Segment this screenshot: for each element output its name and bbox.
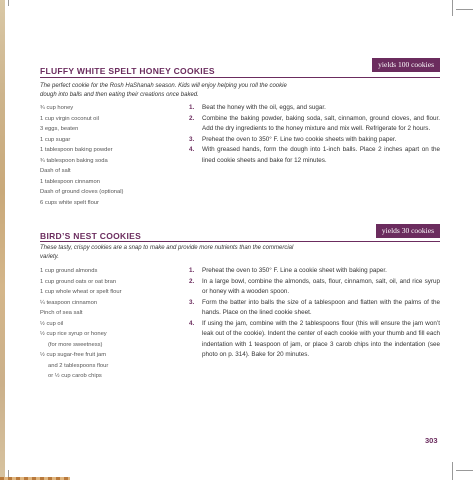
step-text: Preheat the oven to 350° F. Line a cookie sheet with baking paper.	[202, 267, 387, 274]
step-item	[189, 145, 440, 166]
step-number: 3.	[189, 135, 195, 143]
step-item	[189, 266, 440, 277]
yield-badge: yields 100 cookies	[372, 58, 440, 72]
title-rule	[40, 241, 440, 242]
ingredient-item: 1 cup ground almonds	[40, 268, 98, 274]
step-number: 3.	[189, 298, 195, 306]
ingredient-item: 1 cup ground oats or oat bran	[40, 278, 117, 285]
title-rule	[40, 77, 440, 78]
ingredient-item: and 2 tablespoons flour	[48, 362, 109, 369]
page-edge-photo-strip	[0, 0, 5, 480]
crop-mark-top-right	[452, 0, 453, 16]
recipe-fluffy-white-spelt-honey-cookies	[40, 58, 440, 218]
ingredient-item: Dash of salt	[40, 168, 71, 174]
step-text: Form the batter into balls the size of a tablespoon and flatten with the palms of the hands. Place on the lined cookie sheet.	[202, 298, 440, 316]
ingredient-list	[40, 266, 180, 382]
ingredient-item: Pinch of sea salt	[40, 310, 83, 316]
step-text: In a large bowl, combine the almonds, oats, flour, cinnamon, salt, oil, and rice syrup or honey with a wooden spoon.	[202, 277, 440, 295]
recipe-intro: The perfect cookie for the Rosh HaShanah season. Kids will enjoy helping you roll the cookie dough into balls and then eating their creations once baked.	[40, 83, 287, 98]
ingredient-item: 1 cup whole wheat or spelt flour	[40, 289, 122, 295]
ingredient-item: (for more sweetness)	[48, 341, 103, 348]
recipe-birds-nest-cookies	[40, 224, 440, 394]
ingredient-item: ½ cup oil	[40, 320, 64, 327]
recipe-title: FLUFFY WHITE SPELT HONEY COOKIES	[40, 66, 215, 76]
ingredient-item: 1 cup virgin coconut oil	[40, 115, 99, 122]
step-text: Combine the baking powder, baking soda, salt, cinnamon, ground cloves, and flour. Add the dry ingredients to the honey mixture and mix well. Refrigerate for 2 hours.	[202, 114, 440, 132]
ingredient-item: ½ cup rice syrup or honey	[40, 331, 107, 337]
step-number: 4.	[189, 319, 195, 327]
recipe-intro: These tasty, crispy cookies are a snap to make and provide more nutrients than the commercial variety.	[40, 245, 294, 260]
ingredient-item: 1 cup sugar	[40, 136, 71, 143]
page-number: 303	[425, 436, 438, 445]
ingredient-item: 6 cups white spelt flour	[40, 199, 99, 206]
step-text: If using the jam, combine with the 2 tablespoons flour (this will ensure the jam won’t leak out of the cookie). Indent the center of each cookie with your thumb and fill each indentation with 1 teaspoon of jam, or place 3 carob chips into the indentation (see photo on p. 314). Bake for 20 minutes.	[202, 319, 440, 358]
ingredient-item: ¾ cup honey	[40, 105, 74, 111]
ingredient-item: 3 eggs, beaten	[40, 126, 79, 132]
step-text: Preheat the oven to 350° F. Line two cookie sheets with baking paper.	[202, 135, 397, 143]
step-item	[189, 135, 440, 146]
crop-mark-top-right-h	[456, 9, 473, 10]
crop-mark-bottom-right	[452, 462, 453, 480]
ingredient-list	[40, 103, 180, 208]
ingredient-item: ½ cup sugar-free fruit jam	[40, 352, 107, 358]
ingredient-item: ¾ tablespoon baking soda	[40, 157, 108, 164]
step-text: Beat the honey with the oil, eggs, and sugar.	[202, 104, 326, 111]
step-list	[189, 266, 440, 361]
ingredient-item: 1 tablespoon baking powder	[40, 147, 113, 153]
step-number: 1.	[189, 267, 195, 274]
ingredient-item: ¼ teaspoon cinnamon	[40, 299, 98, 306]
ingredient-item: Dash of ground cloves (optional)	[40, 189, 124, 195]
step-text: With greased hands, form the dough into 1-inch balls. Place 2 inches apart on the lined cookie sheets and bake for 12 minutes.	[202, 146, 440, 164]
step-item	[189, 277, 440, 298]
recipe-title: BIRD’S NEST COOKIES	[40, 231, 142, 241]
step-item	[189, 298, 440, 319]
step-number: 2.	[189, 114, 195, 122]
step-item	[189, 103, 440, 114]
crop-mark-top-left	[8, 0, 9, 6]
step-number: 1.	[189, 104, 195, 111]
crop-mark-bottom-right-h	[456, 470, 473, 471]
step-list	[189, 103, 440, 166]
step-item	[189, 319, 440, 361]
yield-badge: yields 30 cookies	[376, 224, 440, 238]
step-item	[189, 114, 440, 135]
ingredient-item: or ½ cup carob chips	[48, 373, 102, 379]
step-number: 4.	[189, 146, 195, 153]
ingredient-item: 1 tablespoon cinnamon	[40, 178, 100, 185]
step-number: 2.	[189, 277, 195, 285]
